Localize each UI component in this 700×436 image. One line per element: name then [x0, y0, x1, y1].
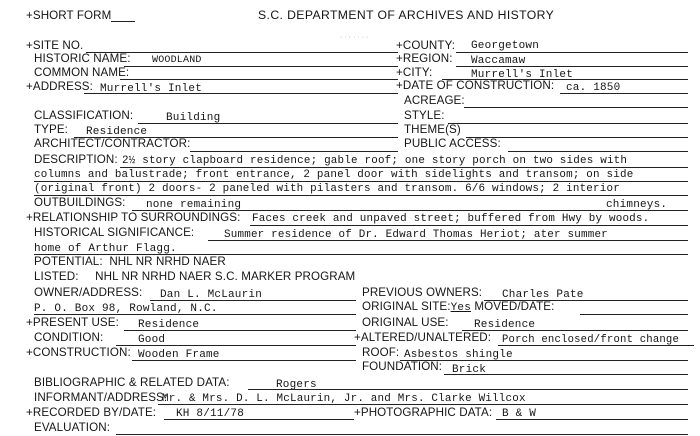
theme-label: THEME(S)	[404, 123, 461, 136]
foundation-value: Brick	[452, 364, 487, 376]
potential-label: POTENTIAL: NHL NR NRHD NAER	[34, 255, 226, 268]
historic-name-value: WOODLAND	[152, 55, 202, 66]
city-label: +CITY:	[396, 66, 433, 79]
significance-line-2: home of Arthur Flagg.	[34, 243, 177, 255]
architect-label: ARCHITECT/CONTRACTOR:	[34, 137, 191, 150]
historic-name-label: HISTORIC NAME:	[34, 52, 131, 65]
outbuildings-value: none remaining	[146, 199, 242, 211]
chimneys-value: chimneys.	[606, 199, 668, 211]
owner-value-1: Dan L. McLaurin	[160, 289, 263, 301]
address-label: +ADDRESS:	[26, 80, 93, 93]
public-access-label: PUBLIC ACCESS:	[404, 137, 501, 150]
listed-label: LISTED: NHL NR NRHD NAER S.C. MARKER PROGRAM	[34, 270, 356, 283]
type-value: Residence	[86, 126, 148, 138]
foundation-label: FOUNDATION:	[362, 360, 443, 373]
classification-label: CLASSIFICATION:	[34, 109, 134, 122]
description-label: DESCRIPTION:	[34, 153, 118, 166]
outbuildings-label: OUTBUILDINGS:	[34, 196, 126, 209]
recorded-value: KH 8/11/78	[176, 408, 245, 420]
owner-value-2: P. O. Box 98, Rowland, N.C.	[34, 303, 218, 315]
informant-value: Mr. & Mrs. D. L. McLaurin, Jr. and Mrs. Clarke Willcox	[162, 393, 526, 405]
county-label: +COUNTY:	[396, 39, 456, 52]
recorded-label: +RECORDED BY/DATE:	[26, 406, 157, 419]
short-form-label: +SHORT FORM	[26, 10, 135, 22]
relationship-value: Faces creek and unpaved street; buffered from Hwy by woods.	[252, 213, 650, 225]
present-use-value: Residence	[138, 319, 200, 331]
significance-line-1: Summer residence of Dr. Edward Thomas Heriot; ater summer	[224, 229, 608, 241]
form-title: S.C. DEPARTMENT OF ARCHIVES AND HISTORY	[258, 8, 555, 22]
original-site-value: Yes	[450, 302, 471, 314]
region-value: Waccamaw	[471, 55, 526, 67]
bibliographic-label: BIBLIOGRAPHIC & RELATED DATA:	[34, 376, 230, 389]
description-line-3: (original front) 2 doors- 2 paneled with pilasters and transom. 6/6 windows; 2 interior	[34, 183, 620, 195]
significance-label: HISTORICAL SIGNIFICANCE:	[34, 226, 195, 239]
previous-owners-value: Charles Pate	[502, 289, 584, 301]
date-construction-label: +DATE OF CONSTRUCTION:	[396, 79, 555, 92]
site-no-label: +SITE NO.	[26, 39, 84, 52]
owner-label: OWNER/ADDRESS:	[34, 286, 143, 299]
description-line-1: 2½ story clapboard residence; gable roof; one story porch on two sides with	[122, 155, 628, 167]
bibliographic-value: Rogers	[276, 379, 317, 391]
type-label: TYPE:	[34, 123, 69, 136]
city-value: Murrell's Inlet	[471, 69, 574, 81]
roof-label: ROOF:	[362, 346, 400, 359]
original-site-label: ORIGINAL SITE:Yes MOVED/DATE:	[362, 300, 555, 314]
description-line-2: columns and balustrade; front entrance, 2 panel door with sidelights and transom; on side	[34, 169, 634, 181]
condition-value: Good	[138, 334, 166, 346]
photographic-value: B & W	[502, 408, 537, 420]
roof-value: Asbestos shingle	[404, 349, 513, 361]
county-value: Georgetown	[471, 40, 540, 52]
evaluation-label: EVALUATION:	[34, 421, 111, 434]
original-use-label: ORIGINAL USE:	[362, 316, 449, 329]
original-use-value: Residence	[474, 319, 536, 331]
condition-label: CONDITION:	[34, 331, 104, 344]
altered-value: Porch enclosed/front change	[502, 334, 680, 346]
relationship-label: +RELATIONSHIP TO SURROUNDINGS:	[26, 211, 241, 224]
address-value: Murrell's Inlet	[100, 83, 203, 95]
photographic-label: +PHOTOGRAPHIC DATA:	[354, 406, 493, 419]
altered-label: +ALTERED/UNALTERED:	[354, 331, 492, 344]
moved-date-label: MOVED/DATE:	[474, 300, 555, 313]
construction-label: +CONSTRUCTION:	[26, 346, 131, 359]
survey-form: +SHORT FORM S.C. DEPARTMENT OF ARCHIVES AND HISTORY +SITE NO. ······· +COUNTY: Georgetown HISTORIC NAME: WOODLAND +REGION: Waccamaw COMMON NAME: +CITY: Murrell's Inlet +ADDRESS: Murrell's Inlet +DATE OF CONSTRUCTION: ca. 1850 ACREAGE: CLASSIFICATION: Building STYLE: TYPE: Residence THEME(S) ARCHITECT/CONTRACTOR: PUBLIC ACCESS: DESCRIPTION: 2½ story clapboard residence; gable roof; one story porch on two sides with columns and balustrade; front entrance, 2 panel door with sidelights and transom; on side (original front) 2 doors- 2 paneled with pilasters and transom. 6/6 windows; 2 interior OUTBUILDINGS: none remaining chimneys. +RELATIONSHIP TO SURROUNDINGS: Faces creek and unpaved street; buffered from Hwy by woods. HISTORICAL SIGNIFICANCE: Summer residence of Dr. Edward Thomas Heriot; ater summer home of Arthur Flagg. POTENTIAL: NHL NR NRHD NAER LISTED: NHL NR NRHD NAER S.C. MARKER PROGRAM OWNER/ADDRESS: Dan L. McLaurin PREVIOUS OWNERS: Charles Pate P. O. Box 98, Rowland, N.C. ORIGINAL SITE:Yes MOVED/DATE: +PRESENT USE: Residence ORIGINAL USE: Residence CONDITION: Good +ALTERED/UNALTERED: Porch enclosed/front change +CONSTRUCTION: Wooden Frame ROOF: Asbestos shingle FOUNDATION: Brick BIBLIOGRAPHIC & RELATED DATA: Rogers INFORMANT/ADDRESS: Mr. & Mrs. D. L. McLaurin, Jr. and Mrs. Clarke Willcox +RECORDED BY/DATE: KH 8/11/78 +PHOTOGRAPHIC DATA: B & W EVALUATION:	[0, 0, 700, 436]
acreage-label: ACREAGE:	[404, 94, 465, 107]
region-label: +REGION:	[396, 52, 453, 65]
potential-options: NHL NR NRHD NAER	[109, 255, 226, 268]
previous-owners-label: PREVIOUS OWNERS:	[362, 286, 483, 299]
informant-label: INFORMANT/ADDRESS:	[34, 391, 168, 404]
construction-value: Wooden Frame	[138, 349, 220, 361]
style-label: STYLE:	[404, 109, 445, 122]
common-name-label: COMMON NAME:	[34, 66, 130, 79]
listed-options: NHL NR NRHD NAER S.C. MARKER PROGRAM	[95, 270, 356, 283]
classification-value: Building	[166, 112, 221, 124]
present-use-label: +PRESENT USE:	[26, 316, 119, 329]
date-construction-value: ca. 1850	[566, 82, 621, 94]
